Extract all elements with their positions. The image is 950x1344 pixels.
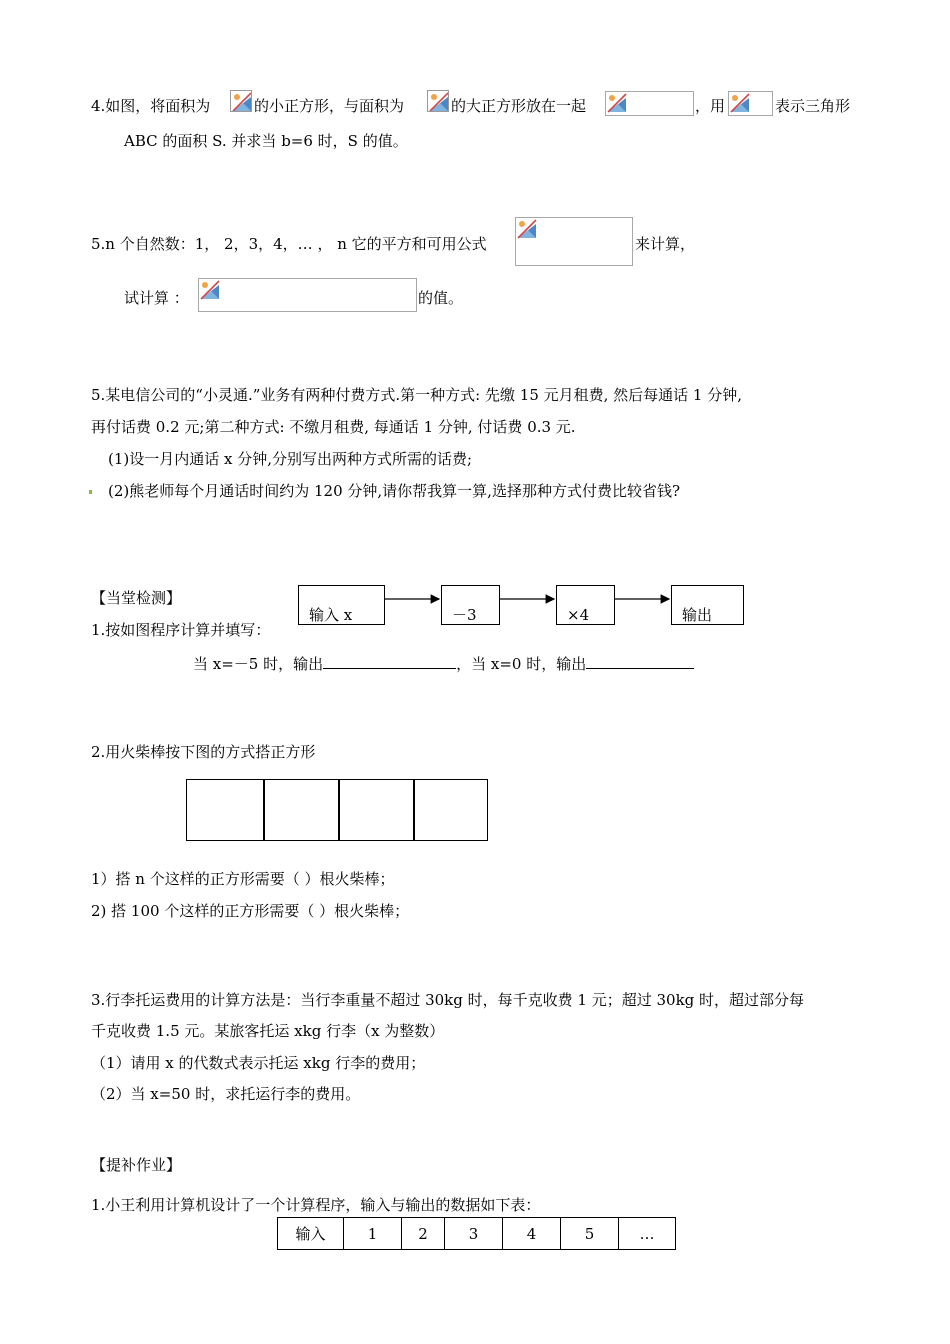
q4-text-6: ABC 的面积 S. 并求当 b=6 时，S 的值。 (124, 132, 408, 150)
phone-sub-2: (2)熊老师每个月通话时间约为 120 分钟,请你帮我算一算,选择那种方式付费比较省钱? (108, 482, 680, 500)
matchstick-squares-figure (186, 779, 488, 841)
check-q3-sub2: （2）当 x=50 时，求托运行李的费用。 (91, 1085, 361, 1103)
q5-text-3: 试计算 ： (124, 289, 189, 307)
q4-text-4: ，用 (695, 97, 726, 115)
table-row (278, 1218, 676, 1250)
q4-text-1: 4.如图，将面积为 (91, 97, 211, 115)
flow-label: 输入 x (309, 606, 353, 624)
phone-line-2: 再付话费 0.2 元;第二种方式: 不缴月租费, 每通话 1 分钟, 付话费 0.3 元. (91, 418, 576, 436)
check-q2-sub1: 1）搭 n 个这样的正方形需要（ ）根火柴棒； (91, 870, 395, 888)
check-q2-sub2: 2) 搭 100 个这样的正方形需要（ ）根火柴棒； (91, 902, 410, 920)
check-q1-answer (193, 652, 694, 674)
square-divider (413, 780, 415, 840)
table-cell: 1 (344, 1218, 402, 1250)
flow-label: －3 (452, 606, 477, 624)
answer-text-b: ，当 x=0 时，输出 (456, 655, 587, 673)
table-cell: 3 (445, 1218, 503, 1250)
q5-text-4: 的值。 (418, 289, 464, 307)
check-q2: 2.用火柴棒按下图的方式搭正方形 (91, 743, 316, 761)
q5-text-1: 5.n 个自然数：1， 2，3，4，… ， n 它的平方和可用公式 (91, 235, 487, 253)
table-cell: 2 (402, 1218, 445, 1250)
q5-text-2: 来计算， (635, 235, 696, 253)
section-heading-check: 【当堂检测】 (91, 589, 182, 607)
answer-text-a: 当 x=－5 时，输出 (193, 655, 324, 673)
table-cell: 5 (561, 1218, 619, 1250)
check-q3-line2: 千克收费 1.5 元。某旅客托运 xkg 行李（x 为整数） (91, 1022, 445, 1040)
square-divider (338, 780, 340, 840)
flow-label: ×4 (567, 606, 590, 624)
q4-text-5: 表示三角形 (775, 97, 851, 115)
phone-sub-1: (1)设一月内通话 x 分钟,分别写出两种方式所需的话费; (108, 450, 473, 468)
answer-blank[interactable] (323, 652, 456, 669)
answer-blank[interactable] (586, 652, 694, 669)
check-q1: 1.按如图程序计算并填写： (91, 621, 271, 639)
table-cell: 4 (503, 1218, 561, 1250)
check-q3-line1: 3.行李托运费用的计算方法是：当行李重量不超过 30kg 时，每千克收费 1 元；超过 30kg 时，超过部分每 (91, 991, 805, 1009)
square-divider (263, 780, 265, 840)
io-table (277, 1217, 676, 1250)
table-cell: … (619, 1218, 676, 1250)
homework-q1: 1.小王利用计算机设计了一个计算程序，输入与输出的数据如下表： (91, 1196, 541, 1214)
section-heading-homework: 【提补作业】 (91, 1156, 182, 1174)
flow-label: 输出 (682, 606, 713, 624)
phone-line-1: 5.某电信公司的“小灵通.”业务有两种付费方式.第一种方式: 先缴 15 元月租费, 然后每通话 1 分钟, (91, 386, 743, 404)
check-q3-sub1: （1）请用 x 的代数式表示托运 xkg 行李的费用； (91, 1054, 426, 1072)
q4-text-2: 的小正方形，与面积为 (254, 97, 405, 115)
table-cell: 输入 (278, 1218, 344, 1250)
q4-text-3: 的大正方形放在一起 (451, 97, 587, 115)
